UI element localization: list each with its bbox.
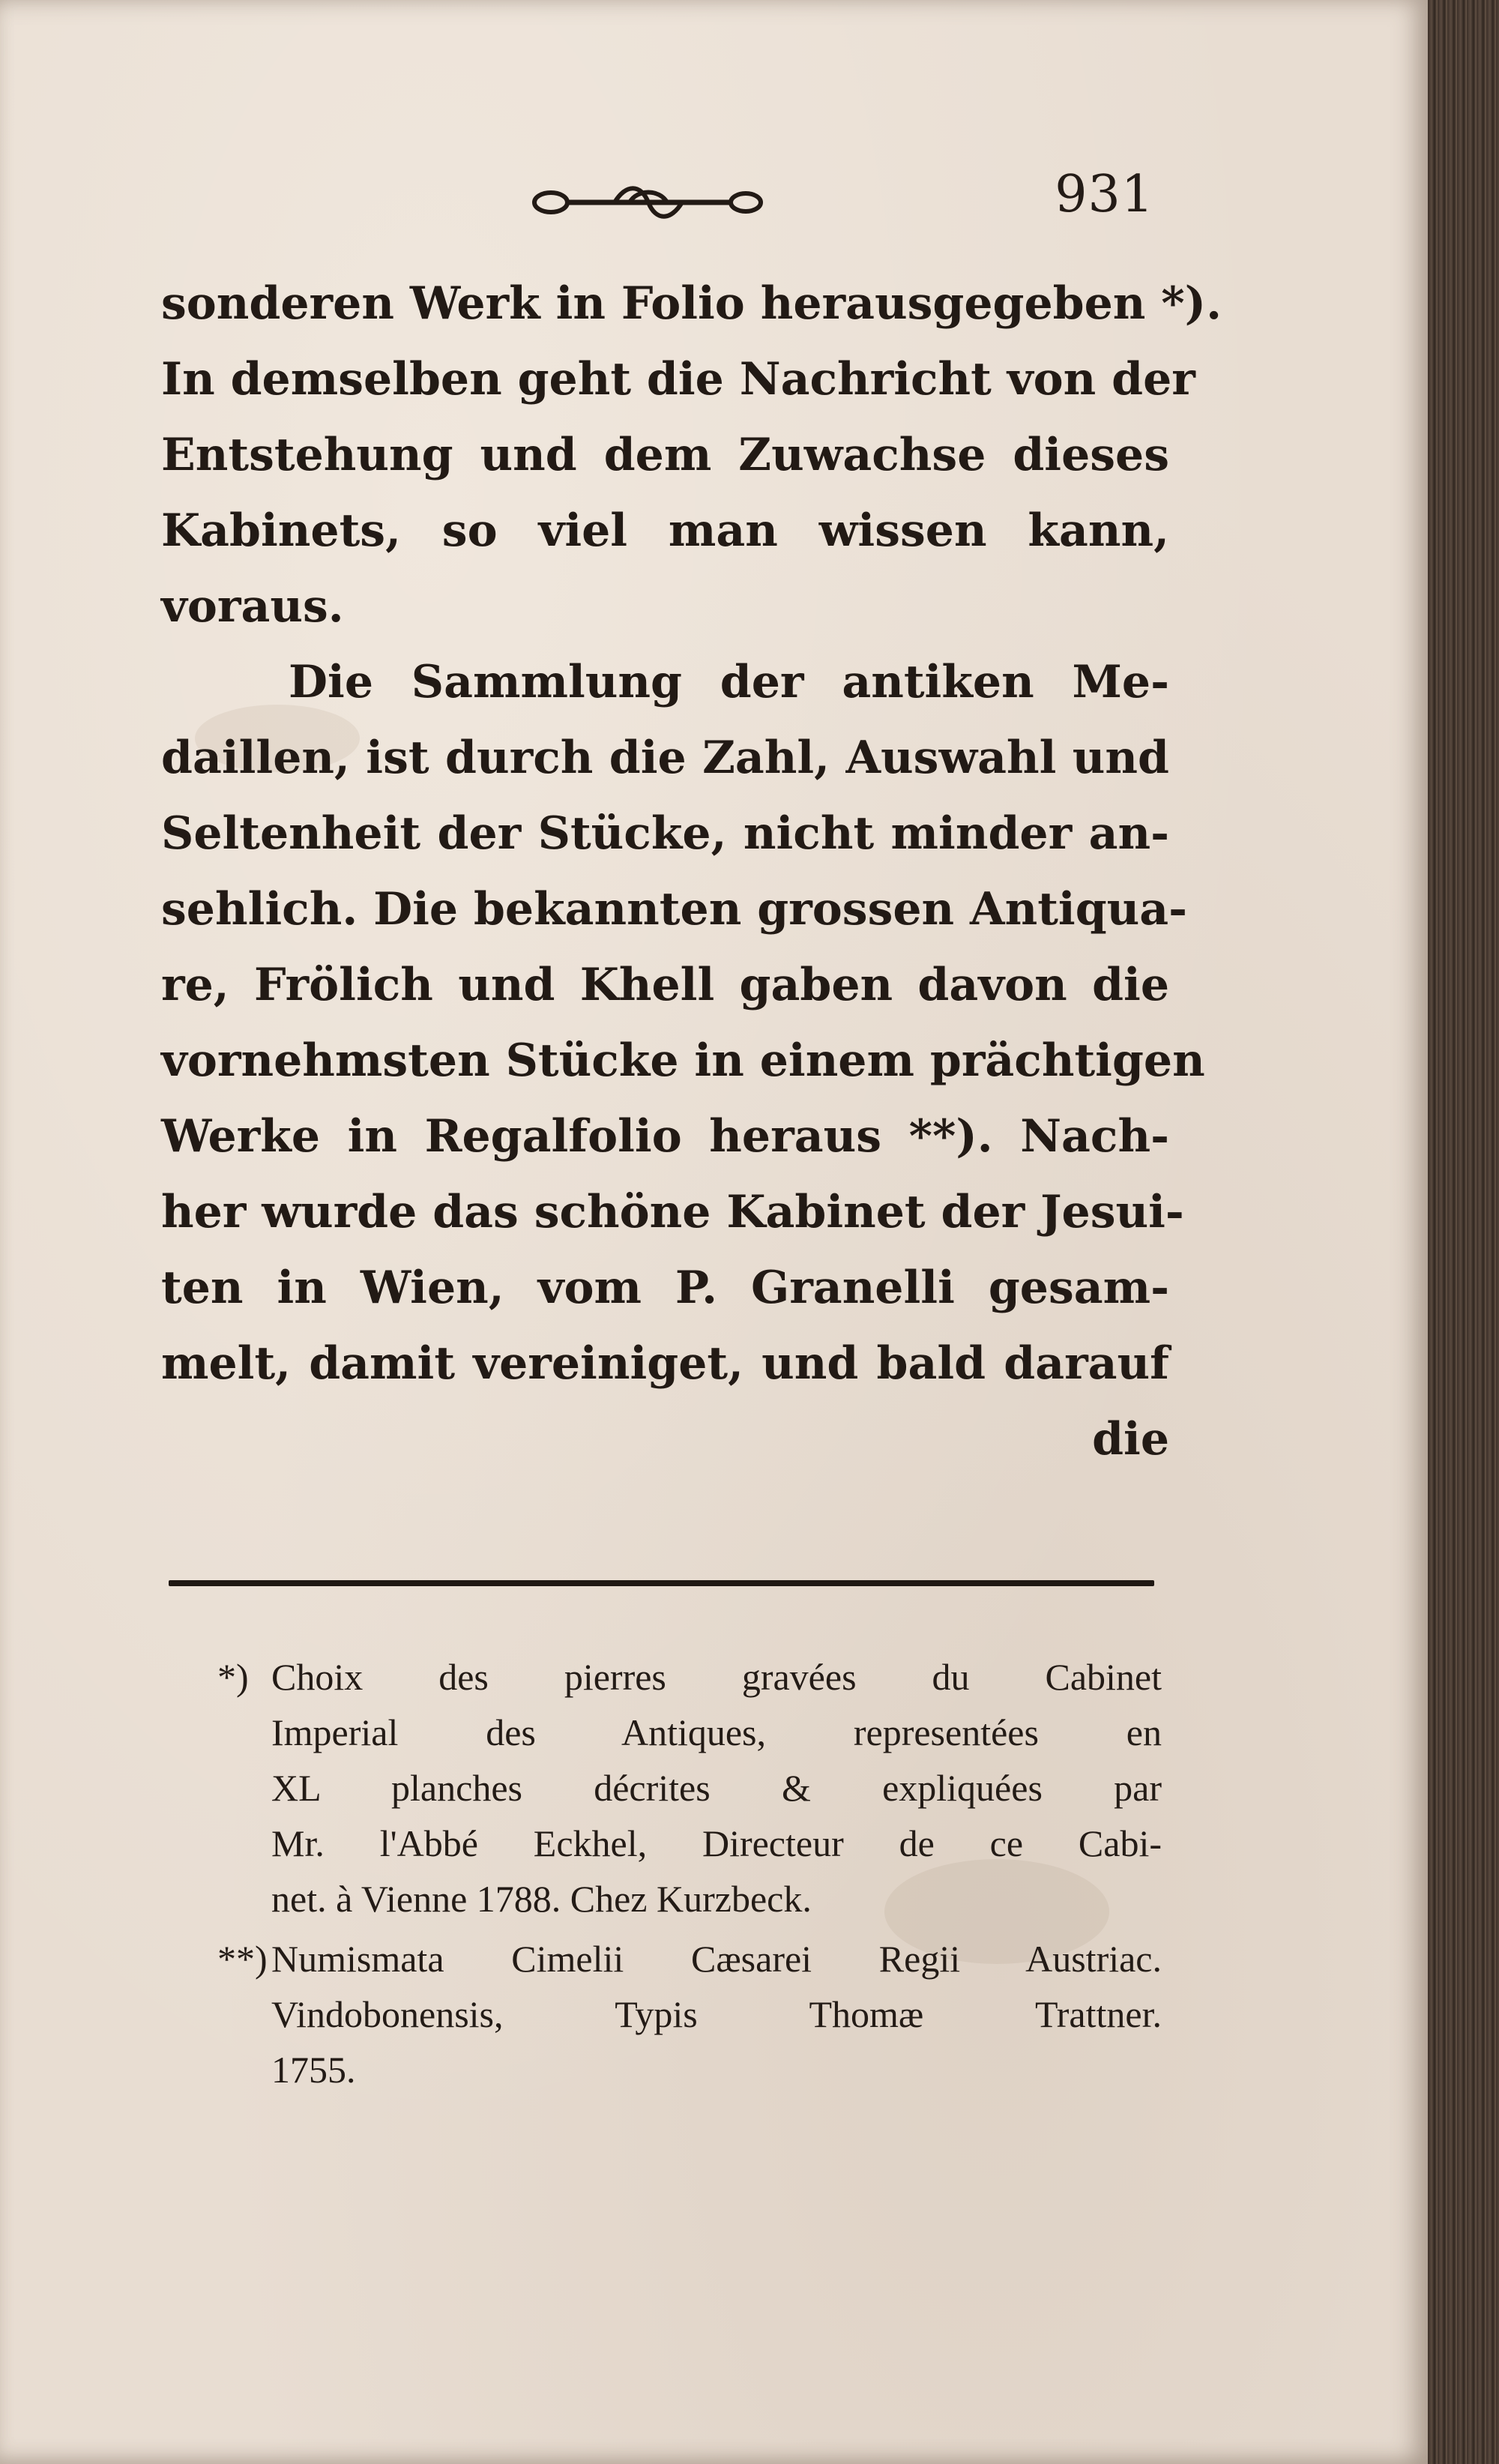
book-edge	[1428, 0, 1499, 2464]
footnote-line: net. à Vienne 1788. Chez Kurzbeck.	[271, 1878, 812, 1920]
footnote-line: Vindobonensis, Typis Thomæ Trattner.	[271, 1993, 1162, 2035]
footnote	[217, 1931, 1162, 2097]
footnote-line: Mr. l'Abbé Eckhel, Directeur de ce Cabi-	[271, 1822, 1162, 1864]
footnote-line: Imperial des Antiques, representées en	[271, 1711, 1162, 1753]
text-line: vornehmsten Stücke in einem prächtigen	[161, 1034, 1205, 1087]
text-line: ten in Wien, vom P. Granelli gesam-	[161, 1262, 1169, 1314]
text-line: daillen, ist durch die Zahl, Auswahl und	[161, 732, 1169, 784]
footnote-marker: **)	[217, 1938, 268, 1980]
decorative-ornament-icon	[528, 180, 768, 225]
text-line: melt, damit vereiniget, und bald darauf	[161, 1337, 1169, 1390]
text-line: sehlich. Die bekannten grossen Antiqua-	[161, 883, 1188, 936]
body-text	[161, 266, 1222, 1478]
text-line: In demselben geht die Nachricht von der	[161, 353, 1195, 406]
page-number: 931	[1055, 165, 1154, 224]
text-line: Die Sammlung der antiken Me-	[289, 656, 1169, 708]
footnote-line: XL planches décrites & expliquées par	[271, 1767, 1162, 1809]
page-header	[161, 165, 1169, 240]
catchword: die	[1092, 1413, 1169, 1466]
footnote-line: 1755.	[271, 2049, 356, 2091]
text-line: Entstehung und dem Zuwachse dieses	[161, 429, 1169, 481]
text-line: re, Frölich und Khell gaben davon die	[161, 959, 1169, 1011]
text-line: Werke in Regalfolio heraus **). Nach-	[161, 1110, 1169, 1163]
footnote	[217, 1649, 1162, 1927]
text-line: Seltenheit der Stücke, nicht minder an-	[161, 807, 1169, 860]
footnotes	[217, 1649, 1162, 2102]
text-line: Kabinets, so viel man wissen kann,	[161, 504, 1169, 557]
footnote-divider	[169, 1580, 1154, 1586]
text-line: her wurde das schöne Kabinet der Jesui-	[161, 1186, 1184, 1238]
footnote-line: Choix des pierres gravées du Cabinet	[271, 1656, 1162, 1698]
text-line: voraus.	[161, 580, 344, 633]
text-line: sonderen Werk in Folio herausgegeben *).	[161, 277, 1222, 330]
footnote-line: Numismata Cimelii Cæsarei Regii Austriac.	[271, 1938, 1162, 1980]
footnote-marker: *)	[217, 1656, 249, 1698]
